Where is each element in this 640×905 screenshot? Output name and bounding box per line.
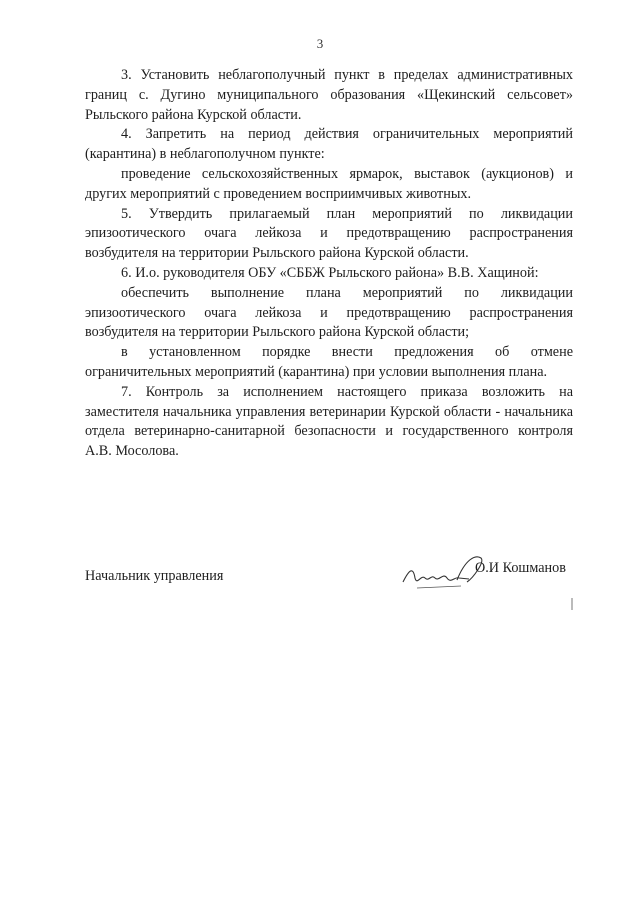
paragraph-item-6-sub-1: обеспечить выполнение плана мероприятий по ликвидации эпизоотического очага лейкоза и предотвращению распространения возбудителя на территории Рыльского района Курской области; — [85, 284, 573, 341]
page-number: 3 — [316, 36, 324, 51]
signature-block — [85, 560, 573, 600]
paragraph-item-5: 5. Утвердить прилагаемый план мероприятий по ликвидации эпизоотического очага лейкоза и предотвращению распространения возбудителя на территории Рыльского района Курской области. — [85, 205, 573, 262]
paragraph-item-3: 3. Установить неблагополучный пункт в пределах административных границ с. Дугино муниципального образования «Щекинский сельсовет» Рыльского района Курской области. — [85, 67, 573, 123]
paragraph-item-7: 7. Контроль за исполнением настоящего приказа возложить на заместителя начальника управления ветеринарии Курской области - начальника отдела ветеринарно-санитарной безопасности и государственного контроля А.В. Мосолова. — [85, 383, 573, 460]
document-body — [85, 66, 573, 462]
paragraph-item-6: 6. И.о. руководителя ОБУ «СББЖ Рыльского района» В.В. Хащиной: — [121, 264, 539, 281]
scan-edge-mark — [571, 598, 573, 610]
paragraph-item-4-sub: проведение сельскохозяйственных ярмарок, выставок (аукционов) и других мероприятий с проведением восприимчивых животных. — [85, 165, 573, 202]
signatory-name: О.И Кошманов — [475, 560, 566, 576]
paragraph-item-6-sub-2: в установленном порядке внести предложения об отмене ограничительных мероприятий (карантина) при условии выполнения плана. — [85, 344, 573, 380]
paragraph-item-4: 4. Запретить на период действия ограничительных мероприятий (карантина) в неблагополучном пункте: — [85, 126, 573, 163]
signatory-title: Начальник управления — [85, 568, 224, 584]
